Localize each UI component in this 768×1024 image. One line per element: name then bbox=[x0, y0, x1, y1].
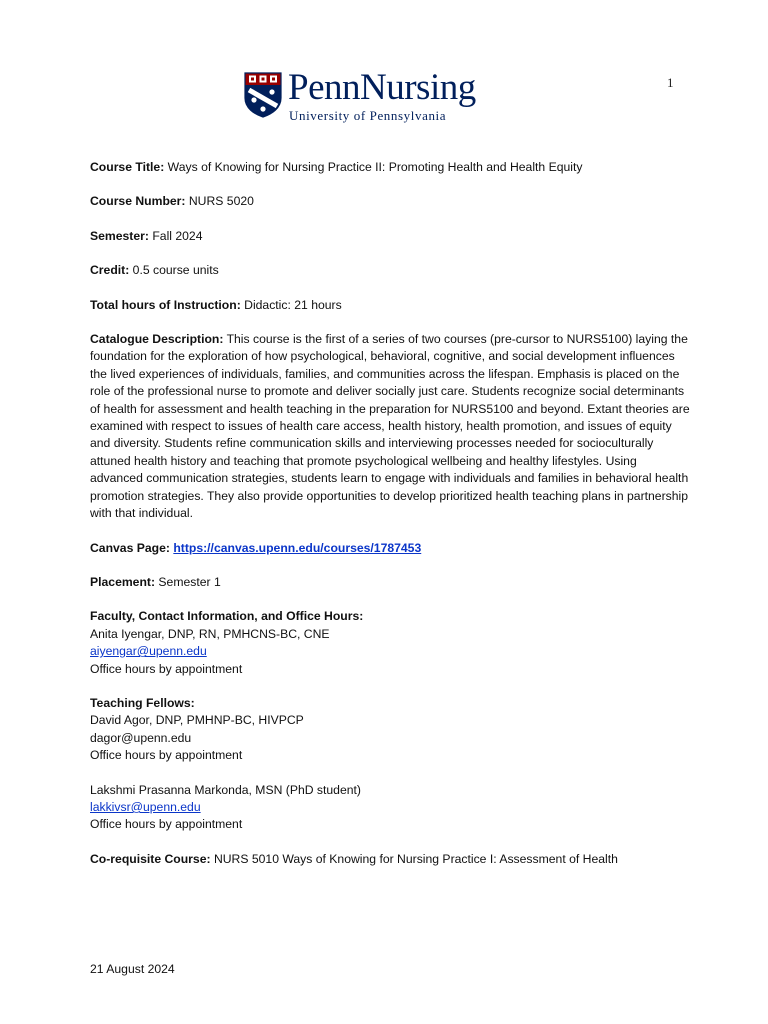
fellow-office-hours: Office hours by appointment bbox=[90, 748, 243, 763]
fellow-name: Lakshmi Prasanna Markonda, MSN (PhD student) bbox=[90, 782, 361, 797]
canvas-page bbox=[90, 540, 690, 557]
teaching-fellows-heading: Teaching Fellows: bbox=[90, 695, 195, 710]
fellow-email-link[interactable]: lakkivsr@upenn.edu bbox=[90, 799, 201, 814]
teaching-fellows-section bbox=[90, 695, 690, 765]
faculty-email-link[interactable]: aiyengar@upenn.edu bbox=[90, 644, 207, 659]
corequisite-value: NURS 5010 Ways of Knowing for Nursing Practice I: Assessment of Health bbox=[213, 851, 618, 866]
credit-value: 0.5 course units bbox=[132, 263, 219, 278]
course-title-value: Ways of Knowing for Nursing Practice II: Promoting Health and Health Equity bbox=[167, 160, 583, 174]
faculty-heading: Faculty, Contact Information, and Office Hours: bbox=[90, 609, 364, 624]
placement bbox=[90, 574, 690, 591]
logo-brand-text: PennNursing bbox=[288, 67, 476, 108]
corequisite-label: Co-requisite Course: bbox=[90, 851, 211, 866]
placement-value: Semester 1 bbox=[158, 574, 221, 589]
footer-date: 21 August 2024 bbox=[90, 962, 175, 976]
faculty-office-hours: Office hours by appointment bbox=[90, 661, 243, 676]
catalogue-label: Catalogue Description: bbox=[90, 332, 224, 347]
semester-label: Semester: bbox=[90, 228, 149, 243]
penn-nursing-logo bbox=[244, 67, 506, 126]
course-title bbox=[90, 159, 690, 176]
teaching-fellow-2 bbox=[90, 782, 690, 834]
total-hours-label: Total hours of Instruction: bbox=[90, 297, 241, 312]
canvas-label: Canvas Page: bbox=[90, 540, 170, 555]
faculty-name: Anita Iyengar, DNP, RN, PMHCNS-BC, CNE bbox=[90, 626, 330, 641]
corequisite-course bbox=[90, 851, 690, 868]
logo-university-text: University of Pennsylvania bbox=[289, 108, 447, 123]
catalogue-description bbox=[90, 331, 690, 522]
semester bbox=[90, 228, 690, 245]
fellow-name: David Agor, DNP, PMHNP-BC, HIVPCP bbox=[90, 713, 304, 728]
faculty-section bbox=[90, 608, 690, 678]
course-number-value: NURS 5020 bbox=[188, 194, 254, 209]
placement-label: Placement: bbox=[90, 574, 156, 589]
credit-label: Credit: bbox=[90, 263, 130, 278]
catalogue-text: This course is the first of a series of two courses (pre-cursor to NURS5100) laying the foundation for the exploration of how psychological, behavioral, cognitive, and social development influences the lived experiences of individuals, families, and communities across the lifespan. Emphasis is placed on the role of the professional nurse to promote and deliver socially just care. Students recognize social determinants of health for assessment and health teaching in the preparation for NURS5100 and beyond. Extant theories are examined with respect to issues of health care access, health history, health promotion, and issues of equity and diversity. Students refine communication skills and interviewing processes needed for socioculturally attuned health history and teaching that promote psychological wellbeing and healthy lifestyles. Using advanced communication strategies, students learn to engage with individuals and families in behavioral health promotion strategies. They also provide opportunities to develop prioritized health teaching plans in partnership with that individual. bbox=[90, 332, 690, 521]
total-hours bbox=[90, 297, 690, 314]
course-number-label: Course Number: bbox=[90, 194, 186, 209]
syllabus-content bbox=[90, 159, 690, 885]
fellow-office-hours: Office hours by appointment bbox=[90, 817, 243, 832]
course-title-label: Course Title: bbox=[90, 160, 165, 174]
fellow-email: dagor@upenn.edu bbox=[90, 730, 192, 745]
total-hours-value: Didactic: 21 hours bbox=[244, 297, 342, 312]
canvas-link[interactable]: https://canvas.upenn.edu/courses/1787453 bbox=[173, 540, 422, 555]
page-number: 1 bbox=[667, 75, 674, 90]
semester-value: Fall 2024 bbox=[152, 228, 203, 243]
penn-shield-icon bbox=[244, 72, 282, 118]
course-number bbox=[90, 193, 690, 210]
credit bbox=[90, 262, 690, 279]
